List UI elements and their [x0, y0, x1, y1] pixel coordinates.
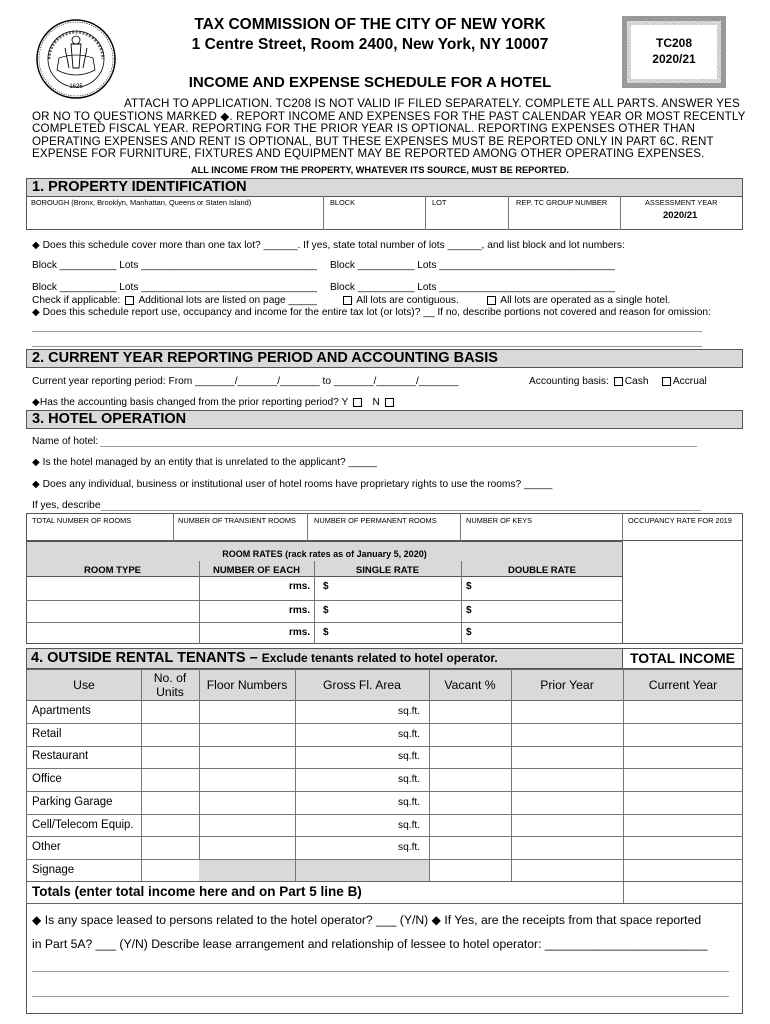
related-question-1[interactable]: ◆ Is any space leased to persons related to the hotel operator? ___ (Y/N) ◆ If Yes, are the receipts from that space reported	[32, 913, 702, 927]
single-rate-3[interactable]: $	[323, 627, 329, 638]
borough-label: BOROUGH (Bronx, Brooklyn, Manhattan, Queens or Staten Island)	[31, 198, 252, 207]
sqft-restaurant[interactable]: sq.ft.	[398, 751, 421, 762]
lot-label: LOT	[432, 198, 447, 207]
room-rates-title: ROOM RATES (rack rates as of January 5, 2020)	[222, 549, 427, 559]
double-rate-3[interactable]: $	[466, 627, 472, 638]
basis-changed-yes-checkbox[interactable]	[353, 398, 362, 407]
single-rate-2[interactable]: $	[323, 605, 329, 616]
sqft-telecom[interactable]: sq.ft.	[398, 820, 421, 831]
section4-heading: 4. OUTSIDE RENTAL TENANTS – Exclude tenants related to hotel operator.	[31, 650, 498, 666]
hotel-name-label: Name of hotel:	[32, 436, 99, 447]
row-cell-telecom: Cell/Telecom Equip.	[32, 819, 134, 831]
keys-label: NUMBER OF KEYS	[466, 516, 533, 525]
section2-heading: 2. CURRENT YEAR REPORTING PERIOD AND ACCOUNTING BASIS	[26, 349, 743, 368]
single-rate-1[interactable]: $	[323, 581, 329, 592]
cash-checkbox[interactable]	[614, 377, 623, 386]
row-retail: Retail	[32, 728, 62, 740]
double-rate-header: DOUBLE RATE	[508, 565, 576, 576]
basis-label: Accounting basis:	[529, 376, 609, 387]
rms-1: rms.	[289, 581, 311, 592]
sqft-other[interactable]: sq.ft.	[398, 842, 421, 853]
svg-text:1625: 1625	[69, 84, 83, 90]
totals-label: Totals (enter total income here and on Part 5 line B)	[32, 884, 362, 899]
accrual-checkbox[interactable]	[662, 377, 671, 386]
total-rooms-label: TOTAL NUMBER OF ROOMS	[32, 516, 132, 525]
if-yes-label: If yes, describe	[32, 500, 101, 511]
org-address: 1 Centre Street, Room 2400, New York, NY 10007	[191, 36, 549, 53]
occupancy-label: OCCUPANCY RATE FOR 2019	[628, 516, 732, 525]
block-lots-2[interactable]: Block __________ Lots _______________________________	[330, 260, 615, 271]
transient-rooms-label: NUMBER OF TRANSIENT ROOMS	[178, 516, 296, 525]
form-id-box	[622, 16, 726, 88]
rights-question[interactable]: ◆ Does any individual, business or institutional user of hotel rooms have proprietary rights to use the rooms? _____	[32, 479, 553, 490]
check-applicable-row	[32, 295, 317, 306]
double-rate-1[interactable]: $	[466, 581, 472, 592]
contiguous-label: All lots are contiguous.	[356, 295, 459, 306]
vacant-header: Vacant %	[444, 678, 496, 692]
basis-changed-no-checkbox[interactable]	[385, 398, 394, 407]
form-year: 2020/21	[652, 52, 696, 66]
entire-lot-question[interactable]: ◆ Does this schedule report use, occupancy and income for the entire tax lot (or lots)? __ If no, describe portions not covered and reason for omission:	[32, 307, 711, 318]
floor-header: Floor Numbers	[206, 678, 288, 692]
assessment-year-label: ASSESSMENT YEAR	[645, 198, 718, 207]
city-seal-icon	[35, 18, 117, 100]
omission-line-2[interactable]	[32, 346, 702, 347]
assessment-year-value: 2020/21	[663, 210, 698, 221]
section4-note: Exclude tenants related to hotel operator.	[261, 651, 498, 665]
org-name: TAX COMMISSION OF THE CITY OF NEW YORK	[194, 16, 546, 33]
contiguous-checkbox[interactable]	[343, 296, 352, 305]
block-lots-4[interactable]: Block __________ Lots _______________________________	[330, 282, 615, 293]
sqft-parking[interactable]: sq.ft.	[398, 797, 421, 808]
row-parking-garage: Parking Garage	[32, 796, 113, 808]
related-question-2[interactable]: in Part 5A? ___ (Y/N) Describe lease arrangement and relationship of lessee to hotel operator: ________________________	[32, 937, 708, 951]
additional-lots-checkbox[interactable]	[125, 296, 134, 305]
single-hotel-label: All lots are operated as a single hotel.	[500, 295, 671, 306]
units-header: No. of Units	[153, 671, 187, 699]
row-office: Office	[32, 773, 62, 785]
number-each-header: NUMBER OF EACH	[212, 565, 301, 576]
row-other: Other	[32, 841, 61, 853]
row-restaurant: Restaurant	[32, 750, 89, 762]
sqft-office[interactable]: sq.ft.	[398, 774, 421, 785]
managed-question[interactable]: ◆ Is the hotel managed by an entity that is unrelated to the applicant? _____	[32, 457, 377, 468]
total-income-heading: TOTAL INCOME	[630, 650, 735, 666]
basis-changed-question: ◆Has the accounting basis changed from the prior reporting period? Y	[32, 397, 349, 408]
single-rate-header: SINGLE RATE	[355, 565, 420, 576]
form-title: INCOME AND EXPENSE SCHEDULE FOR A HOTEL	[188, 74, 552, 91]
double-rate-2[interactable]: $	[466, 605, 472, 616]
additional-lots-label: Additional lots are listed on page _____	[138, 295, 317, 306]
room-type-header: ROOM TYPE	[83, 565, 141, 576]
block-label: BLOCK	[330, 198, 356, 207]
sqft-apartments[interactable]: sq.ft.	[398, 706, 421, 717]
omission-line-1[interactable]	[32, 331, 702, 332]
single-hotel-checkbox[interactable]	[487, 296, 496, 305]
permanent-rooms-label: NUMBER OF PERMANENT ROOMS	[314, 516, 437, 525]
block-lots-1[interactable]: Block __________ Lots _______________________________	[32, 260, 317, 271]
cash-label: Cash	[624, 376, 649, 387]
rms-2: rms.	[289, 605, 311, 616]
prior-year-header: Prior Year	[540, 678, 594, 692]
form-id: TC208	[655, 36, 693, 50]
hotel-name-input[interactable]	[100, 446, 697, 447]
describe-line-1[interactable]	[32, 971, 729, 972]
accrual-label: Accrual	[672, 376, 707, 387]
gross-area-header: Gross Fl. Area	[323, 678, 401, 692]
rep-group-label: REP. TC GROUP NUMBER	[516, 198, 608, 207]
row-signage: Signage	[32, 864, 75, 876]
describe-line-2[interactable]	[32, 996, 729, 997]
check-label: Check if applicable:	[32, 295, 121, 306]
rms-3: rms.	[289, 627, 311, 638]
row-apartments: Apartments	[32, 705, 91, 717]
describe-input[interactable]	[101, 510, 701, 511]
sqft-retail[interactable]: sq.ft.	[398, 729, 421, 740]
block-lots-3[interactable]: Block __________ Lots _______________________________	[32, 282, 317, 293]
no-label: N	[372, 397, 380, 408]
instructions: ATTACH TO APPLICATION. TC208 IS NOT VALID IF FILED SEPARATELY. COMPLETE ALL PARTS. ANSWER YES OR NO TO QUESTIONS MARKED ◆. REPORT INCOME AND EXPENSES FOR THE PAST CALENDAR YEAR OR MOST RECENTLY COMPLETED FISCAL YEAR. REPORTING FOR THE PRIOR YEAR IS OPTIONAL. REPORTING EXPENSES OTHER THAN OPERATING EXPENSES AND RENT IS OPTIONAL, BUT THESE EXPENSES MUST BE REPORTED ONLY IN PART 6C. RENT EXPENSE FOR FURNITURE, FIXTURES AND EQUIPMENT MAY BE REPORTED AMONG OTHER OPERATING EXPENSES.	[32, 97, 746, 161]
reporting-period[interactable]: Current year reporting period: From _______/_______/_______ to _______/_______/_______	[32, 376, 459, 387]
income-note: ALL INCOME FROM THE PROPERTY, WHATEVER ITS SOURCE, MUST BE REPORTED.	[191, 165, 569, 175]
section1-heading: 1. PROPERTY IDENTIFICATION	[26, 178, 743, 197]
use-header: Use	[73, 678, 95, 692]
multi-lot-question[interactable]: ◆ Does this schedule cover more than one tax lot? ______. If yes, state total number of lots ______, and list block and lot numbers:	[32, 240, 625, 251]
current-year-header: Current Year	[648, 678, 718, 692]
section3-heading: 3. HOTEL OPERATION	[26, 410, 743, 429]
